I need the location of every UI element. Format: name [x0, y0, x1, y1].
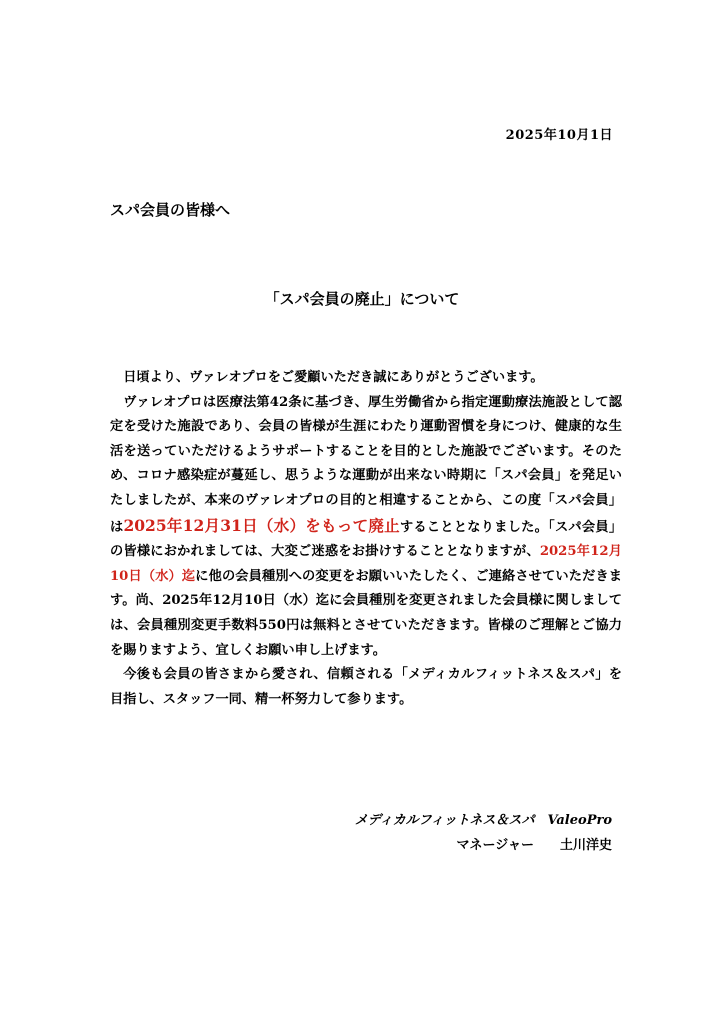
signature-person	[355, 833, 612, 858]
abolition-date-highlight: 2025年12月31日（水）をもって廃止	[123, 515, 400, 535]
document-date: 2025年10月1日	[505, 128, 613, 143]
body-text	[110, 366, 622, 712]
paragraph-greeting: 日頃より、ヴァレオプロをご愛顧いただき誠にありがとうございます。	[123, 370, 544, 385]
paragraph-main	[110, 391, 622, 664]
paragraph-closing: 今後も会員の皆さまから愛され、信頼される「メディカルフィットネス＆スパ」を目指し、スタッフ一同、精一杯努力して参ります。	[110, 667, 622, 707]
signature-company: メディカルフィットネス＆スパ ValeoPro	[354, 813, 612, 828]
signature-block	[355, 808, 612, 858]
change-deadline-highlight: 2025年12月10日（水）迄	[110, 544, 622, 584]
addressee: スパ会員の皆様へ	[110, 201, 231, 219]
paragraph-main-part-2: することとなりました。「スパ会員」の皆様におかれましては、大変ご迷惑をお掛けすることとなりますが、	[110, 519, 623, 560]
paragraph-main-part-1: ヴァレオプロは医療法第42条に基づき、厚生労働省から指定運動療法施設として認定を受けた施設であり、会員の皆様が生涯にわたり運動習慣を身につけ、健康的な生活を送っていただけるようサポートすることを目的とした施設でございます。そのため、コロナ感染症が蔓延し、思うような運動が出来ない時期に「スパ会員」を発足いたしましたが、本来のヴァレオプロの目的と相違することから、この度「スパ会員」は	[110, 394, 622, 535]
signature-role: マネージャー	[456, 838, 534, 853]
paragraph-main-part-3: に他の会員種別への変更をお願いいたしたく、ご連絡させていただきます。尚、2025年12月10日（水）迄に会員種別を変更されました会員様に関しましては、会員種別変更手数料550円は無料とさせていただきます。皆様のご理解とご協力を賜りますよう、宜しくお願い申し上げます。	[110, 568, 622, 658]
document-title: 「スパ会員の廃止」について	[264, 290, 460, 308]
signature-name: 土川洋史	[559, 838, 612, 853]
